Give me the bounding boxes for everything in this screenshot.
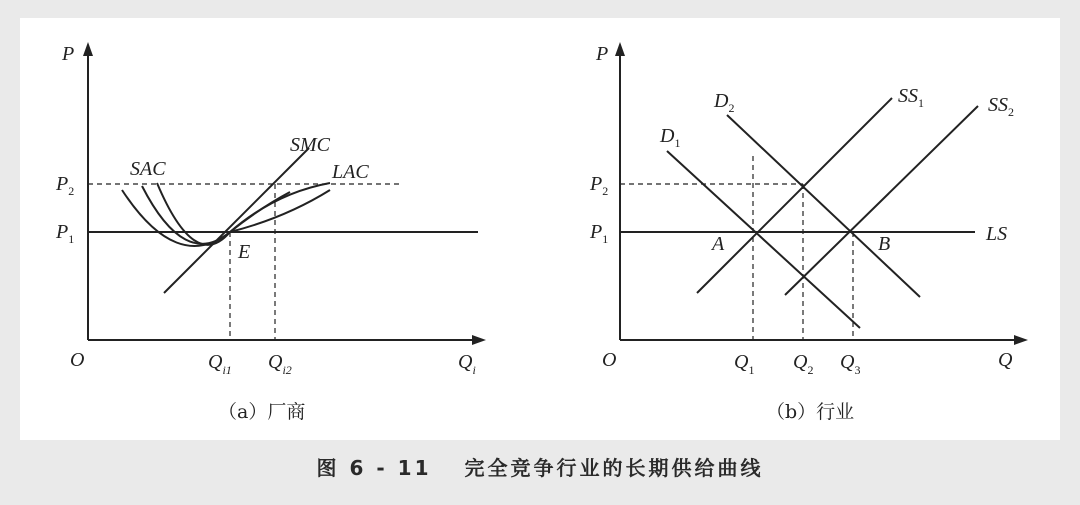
- panel-a-qi1-label: $Q_{i1}$: [208, 351, 232, 377]
- d2-curve: [727, 115, 920, 297]
- panel-b: [589, 42, 1028, 423]
- point-a-label: A: [712, 233, 725, 255]
- panel-a-qi2-label: $Q_{i2}$: [268, 351, 292, 377]
- panel-a-p2-label: $P_2$: [56, 173, 75, 198]
- ss1-curve: [697, 98, 892, 293]
- figure-diagram: [20, 18, 1060, 440]
- d1-label: $D_1$: [660, 125, 681, 150]
- panel-b-q1-label: $Q_1$: [734, 351, 755, 377]
- panel-b-origin-label: O: [602, 349, 617, 371]
- panel-b-p2-label: $P_2$: [590, 173, 609, 198]
- panel-b-q3-label: $Q_3$: [840, 351, 861, 377]
- ls-label: LS: [986, 223, 1008, 245]
- smc-curve: [164, 148, 309, 293]
- panel-b-quantity-axis-arrow: [1014, 335, 1028, 345]
- panel-b-quantity-axis-label: Q: [998, 349, 1013, 371]
- figure-caption: 图 6 - 11 完全竞争行业的长期供给曲线: [316, 456, 764, 480]
- panel-b-q2-label: $Q_2$: [793, 351, 814, 377]
- panel-b-price-axis-arrow: [615, 42, 625, 56]
- ss2-curve: [785, 106, 978, 295]
- ss2-label: $SS_2$: [988, 94, 1014, 119]
- panel-a: [55, 42, 486, 423]
- panel-a-price-axis-arrow: [83, 42, 93, 56]
- point-b-label: B: [878, 233, 891, 255]
- panel-a-price-axis-label: P: [62, 43, 75, 65]
- d2-label: $D_2$: [714, 90, 735, 115]
- sac-label: SAC: [130, 158, 166, 180]
- smc-label: SMC: [290, 134, 330, 156]
- d1-curve: [667, 151, 860, 328]
- point-e-label: E: [238, 241, 251, 263]
- panel-a-origin-label: O: [70, 349, 85, 371]
- panel-b-p1-label: $P_1$: [590, 221, 609, 246]
- panel-a-quantity-axis-arrow: [472, 335, 486, 345]
- figure-panel: [20, 18, 1060, 440]
- panel-b-caption: （b）行业: [766, 401, 855, 423]
- panel-a-caption: （a）厂商: [218, 401, 306, 423]
- lac-label: LAC: [332, 161, 369, 183]
- sac-curve: [122, 190, 290, 246]
- ss1-label: $SS_1$: [898, 85, 924, 110]
- panel-a-quantity-axis-label: $Q_i$: [458, 351, 476, 377]
- panel-a-p1-label: $P_1$: [56, 221, 75, 246]
- lac-curve: [142, 186, 330, 244]
- panel-b-price-axis-label: P: [596, 43, 609, 65]
